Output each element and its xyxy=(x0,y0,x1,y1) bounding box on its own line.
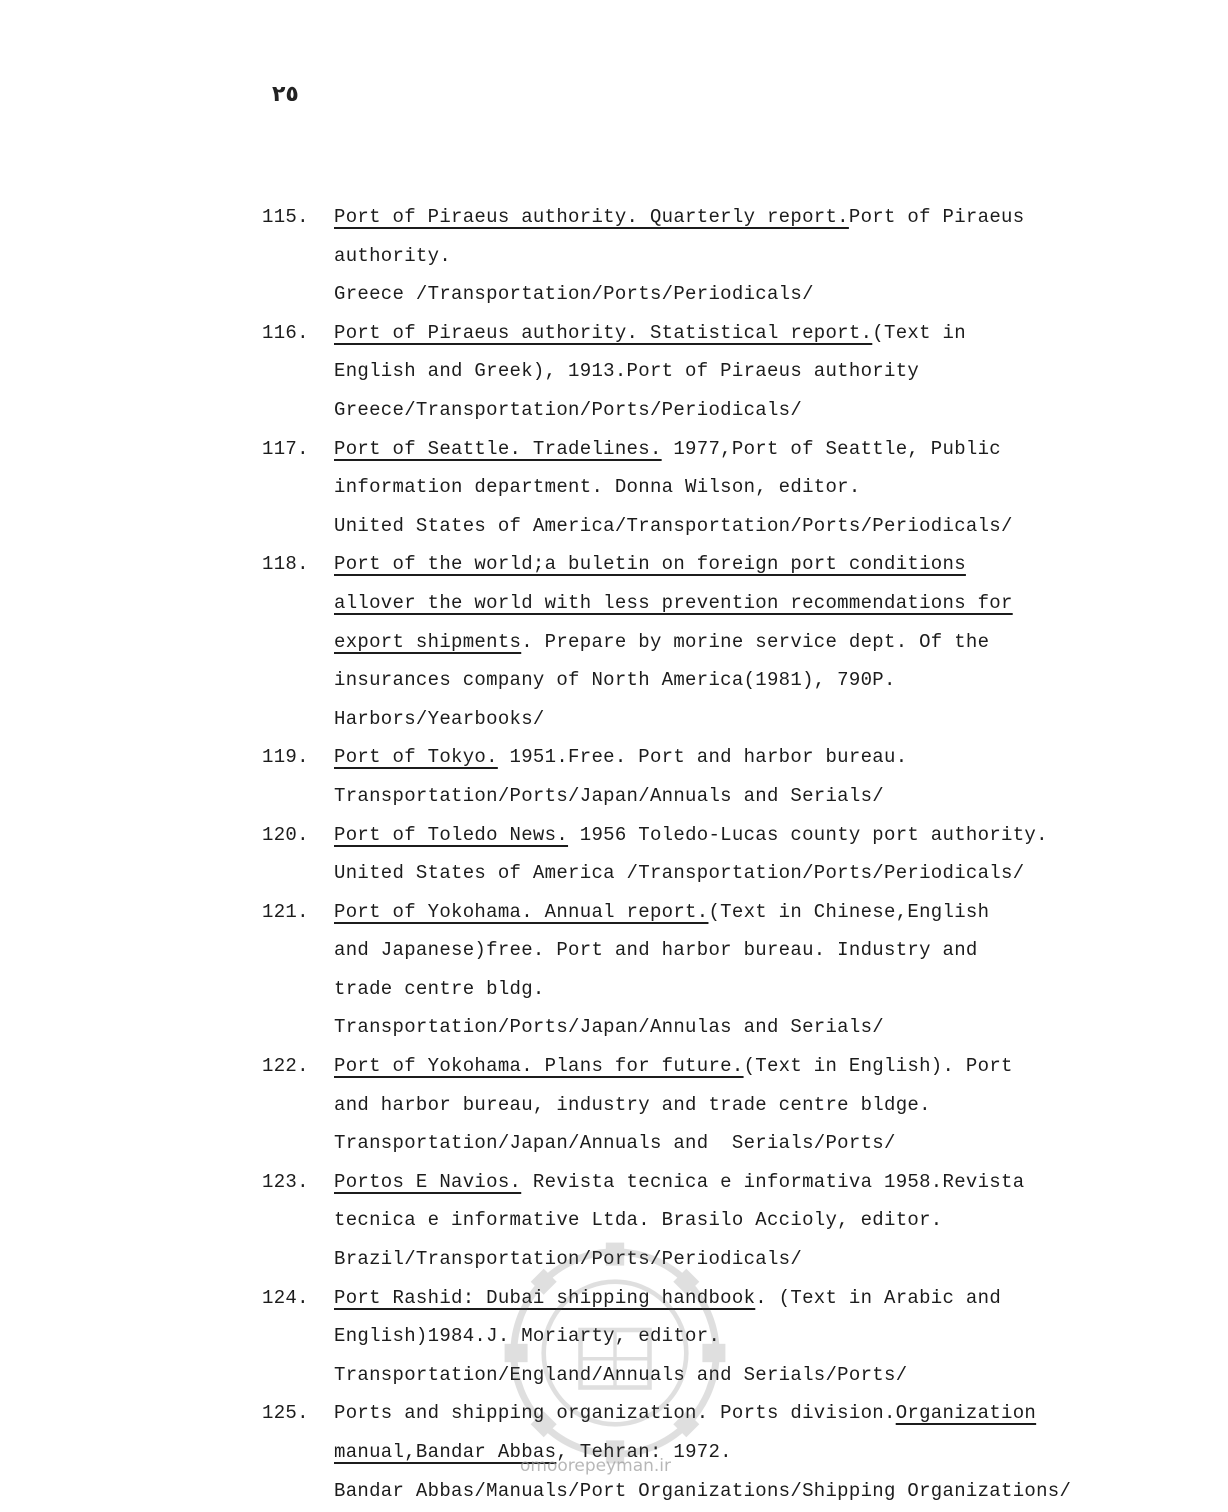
entry-text: 1951.Free. Port and harbor bureau. xyxy=(497,746,908,769)
underlined-title: Port of Piraeus authority. Statistical report. xyxy=(334,321,873,344)
underlined-title: Port of Yokohama. Annual report. xyxy=(334,900,709,923)
entry-line xyxy=(334,931,1142,970)
entry-text: trade centre bldg. xyxy=(334,977,545,1000)
underlined-title: manual,Bandar Abbas xyxy=(334,1441,557,1463)
entry-line xyxy=(334,1163,1142,1202)
bibliography-entry xyxy=(262,816,1142,893)
entry-number: 115. xyxy=(262,206,309,228)
entry-number: 121. xyxy=(262,900,309,923)
entry-text: Brazil/Transportation/Ports/Periodicals/ xyxy=(334,1248,803,1271)
underlined-title: Portos E Navios. xyxy=(334,1170,522,1193)
entry-line xyxy=(334,623,1142,662)
entry-line xyxy=(334,1394,1142,1433)
entry-text: (Text in Chinese,English xyxy=(708,900,990,923)
entry-text: (Text in xyxy=(872,321,966,344)
bibliography-entry xyxy=(262,1047,1142,1163)
entry-line xyxy=(334,816,1142,855)
underlined-title: export shipments xyxy=(334,630,522,653)
entry-line xyxy=(334,198,1142,237)
entry-line xyxy=(334,700,1142,739)
page-number: ٢٥ xyxy=(272,82,299,107)
underlined-title: Port Rashid: Dubai shipping handbook xyxy=(334,1286,756,1309)
entry-line xyxy=(334,777,1142,816)
bibliography-entry xyxy=(262,1394,1142,1510)
entry-text: Greece /Transportation/Ports/Periodicals/ xyxy=(334,283,814,306)
entry-line xyxy=(334,584,1142,623)
entry-line xyxy=(334,1086,1142,1125)
entry-number: 118. xyxy=(262,553,309,576)
entry-text: Transportation/Ports/Japan/Annuals and Serials/ xyxy=(334,784,884,807)
entry-line xyxy=(334,391,1142,430)
entry-text: Transportation/Japan/Annuals and Serials/Ports/ xyxy=(334,1132,896,1155)
entry-line xyxy=(334,661,1142,700)
entry-number: 119. xyxy=(262,746,309,769)
entry-line xyxy=(334,1317,1142,1356)
bibliography-entry xyxy=(262,430,1142,546)
entry-text: Ports and shipping organization. Ports division. xyxy=(334,1402,896,1425)
entry-text: , Tehran: 1972. xyxy=(556,1441,732,1463)
entry-text: United States of America /Transportation/Ports/Periodicals/ xyxy=(334,862,1025,885)
entry-line xyxy=(334,738,1142,777)
entry-text: English and Greek), 1913.Port of Piraeus authority xyxy=(334,360,920,383)
entry-text: United States of America/Transportation/Ports/Periodicals/ xyxy=(334,514,1013,537)
entry-text: information department. Donna Wilson, editor. xyxy=(334,476,861,499)
entry-line xyxy=(334,430,1142,469)
entry-text: insurances company of North America(1981), 790P. xyxy=(334,669,896,692)
entry-line xyxy=(334,275,1142,314)
bibliography-entry xyxy=(262,314,1142,430)
entry-line xyxy=(334,1124,1142,1163)
entry-line xyxy=(334,1201,1142,1240)
entry-text: . (Text in Arabic and xyxy=(755,1286,1002,1309)
entry-line xyxy=(334,1433,1142,1472)
entry-line xyxy=(334,1008,1142,1047)
entry-number: 124. xyxy=(262,1286,309,1309)
bibliography-entry xyxy=(262,1163,1142,1279)
entry-number: 123. xyxy=(262,1170,309,1193)
bibliography-entry xyxy=(262,738,1142,815)
entry-text: Port of Piraeus xyxy=(848,206,1025,228)
bibliography-entry xyxy=(262,545,1142,738)
entry-text: Greece/Transportation/Ports/Periodicals/ xyxy=(334,398,803,421)
underlined-title: allover the world with less prevention recommendations for xyxy=(334,591,1013,614)
entry-text: Harbors/Yearbooks/ xyxy=(334,707,545,730)
underlined-title: Organization xyxy=(895,1402,1037,1425)
entry-line xyxy=(334,468,1142,507)
entry-line xyxy=(334,1472,1142,1511)
entry-line xyxy=(334,314,1142,353)
entry-number: 117. xyxy=(262,437,309,460)
entry-line xyxy=(334,545,1142,584)
entry-text: and harbor bureau, industry and trade centre bldge. xyxy=(334,1093,931,1116)
underlined-title: Port of the world;a buletin on foreign port conditions xyxy=(334,553,966,576)
entry-number: 125. xyxy=(262,1402,309,1425)
entry-text: Bandar Abbas/Manuals/Port Organizations/Shipping Organizations/ xyxy=(334,1479,1072,1502)
entry-line xyxy=(334,352,1142,391)
underlined-title: Port of Piraeus authority. Quarterly report. xyxy=(334,206,849,228)
entry-text: 1977,Port of Seattle, Public xyxy=(661,437,1002,460)
entry-number: 116. xyxy=(262,321,309,344)
entry-line xyxy=(334,1356,1142,1395)
underlined-title: Port of Toledo News. xyxy=(334,823,569,846)
bibliography-list xyxy=(262,198,1142,1510)
entry-line xyxy=(334,1047,1142,1086)
entry-text: authority. xyxy=(334,244,452,267)
entry-text: Transportation/Ports/Japan/Annulas and Serials/ xyxy=(334,1016,884,1039)
entry-text: Transportation/England/Annuals and Serials/Ports/ xyxy=(334,1363,908,1386)
entry-number: 122. xyxy=(262,1055,309,1078)
bibliography-entry xyxy=(262,198,1142,314)
entry-text: Revista tecnica e informativa 1958.Revista xyxy=(521,1170,1025,1193)
entry-line xyxy=(334,507,1142,546)
underlined-title: Port of Yokohama. Plans for future. xyxy=(334,1055,744,1078)
entry-text: English)1984.J. Moriarty, editor. xyxy=(334,1325,721,1348)
bibliography-entry xyxy=(262,893,1142,1047)
entry-line xyxy=(334,893,1142,932)
entry-line xyxy=(334,237,1142,276)
entry-number: 120. xyxy=(262,823,309,846)
entry-line xyxy=(334,1279,1142,1318)
entry-text: and Japanese)free. Port and harbor bureau. Industry and xyxy=(334,939,978,962)
entry-text: tecnica e informative Ltda. Brasilo Accioly, editor. xyxy=(334,1209,943,1232)
entry-line xyxy=(334,970,1142,1009)
entry-line xyxy=(334,854,1142,893)
entry-text: . Prepare by morine service dept. Of the xyxy=(521,630,990,653)
underlined-title: Port of Tokyo. xyxy=(334,746,498,769)
underlined-title: Port of Seattle. Tradelines. xyxy=(334,437,662,460)
bibliography-entry xyxy=(262,1279,1142,1395)
entry-text: (Text in English). Port xyxy=(743,1055,1013,1078)
entry-line xyxy=(334,1240,1142,1279)
entry-text: 1956 Toledo-Lucas county port authority. xyxy=(568,823,1048,846)
watermark-url: omoorepeyman.ir xyxy=(520,1456,672,1476)
